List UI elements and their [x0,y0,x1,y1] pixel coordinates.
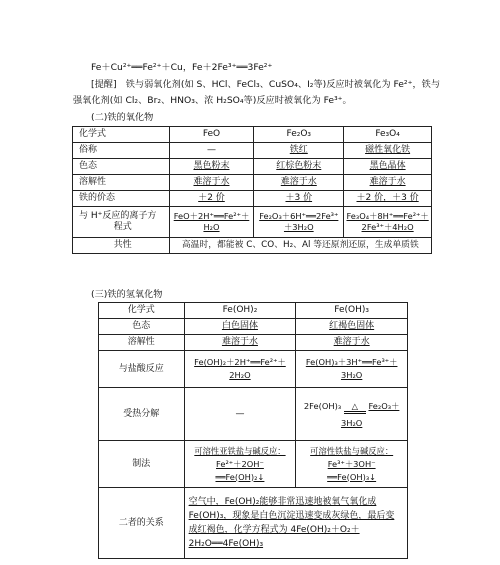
table-cell [296,351,408,388]
table-cell [254,207,344,238]
row-label: 色态 [99,319,185,335]
table-row [99,335,408,351]
header-cell: FeO [169,127,254,143]
table-cell: 高温时，都能被 C、CO、H₂、Al 等还原剂还原，生成单质铁 [169,238,431,254]
table-cell [184,488,407,559]
table-row [99,319,408,335]
table-cell: 黑色晶体 [344,159,432,175]
row-label: 与盐酸反应 [99,351,185,388]
table-row [99,441,408,488]
table-row [73,143,432,159]
table-row [99,488,408,559]
table-cell [184,351,296,388]
row-label: 溶解性 [73,175,170,191]
table-cell: 红棕色粉末 [254,159,344,175]
row-label: 二者的关系 [99,488,185,559]
table-cell: — [184,388,296,441]
table-cell: ＋2 价 [169,191,254,207]
equation-line: FeO＋2H⁺══Fe²⁺＋ [173,211,250,221]
table-cell: 难溶于水 [296,335,408,351]
section-title-hydroxides: (三)铁的氢氧化物 [91,289,163,300]
relation-line: 2H₂O══4Fe(OH)₃ [188,539,264,549]
table-cell: 难溶于水 [169,175,254,191]
header-cell: Fe₂O₃ [254,127,344,143]
equation-line: Fe₃O₄＋8H⁺══Fe²⁺＋ [346,211,429,221]
row-label: 俗称 [73,143,170,159]
relation-line: 成红褐色，化学方程式为 4Fe(OH)₂＋O₂＋ [188,525,360,535]
equation-part: 2Fe(OH)₃ [303,400,342,411]
row-label [73,207,170,238]
table-cell: 难溶于水 [344,175,432,191]
equation-line: Fe²⁺＋2OH⁻ [216,458,264,469]
table-cell [296,441,408,488]
row-label-line: 与 H⁺反应的离子方 [79,211,157,221]
table-row [99,351,408,388]
row-label-line: 程式 [113,222,132,232]
equation-line: 2Fe³⁺＋4H₂O [361,222,414,232]
equation-line: 2H₂O [229,370,251,380]
header-cell: Fe(OH)₃ [296,303,408,319]
table-cell: ＋2 价，＋3 价 [344,191,432,207]
table-row [73,159,432,175]
row-label: 共性 [73,238,170,254]
equation-line: ══Fe(OH)₃↓ [327,471,377,482]
iron-hydroxides-table [98,302,408,559]
header-cell: Fe(OH)₂ [184,303,296,319]
equation-line: Fe₂O₃＋6H⁺══2Fe³⁺ [259,211,339,221]
table-cell: 磁性氧化铁 [344,143,432,159]
table-cell [184,441,296,488]
equation-line: Fe³⁺＋3OH⁻ [327,458,376,469]
equation-line: 3H₂O [340,370,363,380]
header-cell: Fe₃O₄ [344,127,432,143]
row-label: 色态 [73,159,170,175]
table-cell [344,207,432,238]
row-label: 溶解性 [99,335,185,351]
table-cell [296,388,408,441]
table-row [73,175,432,191]
section-title-oxides: (二)铁的氧化物 [91,112,154,123]
equation-line [298,400,405,414]
equation-line: 可溶性亚铁盐与碱反应： [194,445,286,456]
relation-line: 空气中，Fe(OH)₂能够非常迅速地被氧气氧化成 [188,497,377,507]
equation-line: Fe(OH)₃＋3H⁺══Fe³⁺＋ [305,357,398,367]
table-cell: 红褐色固体 [296,319,408,335]
table-cell: 难溶于水 [184,335,296,351]
equation-line: ＋3H₂O [283,222,314,232]
row-label: 受热分解 [99,388,185,441]
iron-oxides-table [72,126,432,254]
equation-line: ══Fe(OH)₂↓ [215,471,265,482]
row-label: 铁的价态 [73,191,170,207]
hint-line-1: [提醒] 铁与弱氧化剂(如 S、HCl、FeCl₃、CuSO₄、I₂等)反应时被氧化为 Fe²⁺，铁与 [91,79,441,90]
table-row [99,303,408,319]
header-cell: 化学式 [73,127,170,143]
table-cell [169,207,254,238]
table-cell: — [169,143,254,159]
table-row [73,127,432,143]
equation-line: Fe(OH)₂＋2H⁺══Fe²⁺＋ [194,357,286,367]
table-row [73,238,432,254]
table-row [73,191,432,207]
equation-line: H₂O [203,222,220,232]
equation-part: Fe₂O₃＋ [368,400,400,411]
hint-line-2: 强氧化剂(如 Cl₂、Br₂、HNO₃、浓 H₂SO₄等)反应时被氧化为 Fe³⁺。 [73,95,352,106]
table-cell: 白色固体 [184,319,296,335]
table-cell: 黑色粉末 [169,159,254,175]
row-label: 制法 [99,441,185,488]
header-cell: 化学式 [99,303,185,319]
equation-line: 可溶性铁盐与碱反应： [310,445,394,456]
table-cell: ＋3 价 [254,191,344,207]
equation-line: 3H₂O [340,417,363,428]
heat-arrow-icon: △ [344,402,366,414]
table-cell: 铁红 [254,143,344,159]
table-cell: 难溶于水 [254,175,344,191]
table-row [99,388,408,441]
table-row [73,207,432,238]
relation-line: Fe(OH)₃，现象是白色沉淀迅速变成灰绿色，最后变 [188,511,395,521]
reaction-line: Fe＋Cu²⁺══Fe²⁺＋Cu，Fe＋2Fe³⁺══3Fe²⁺ [91,62,273,73]
